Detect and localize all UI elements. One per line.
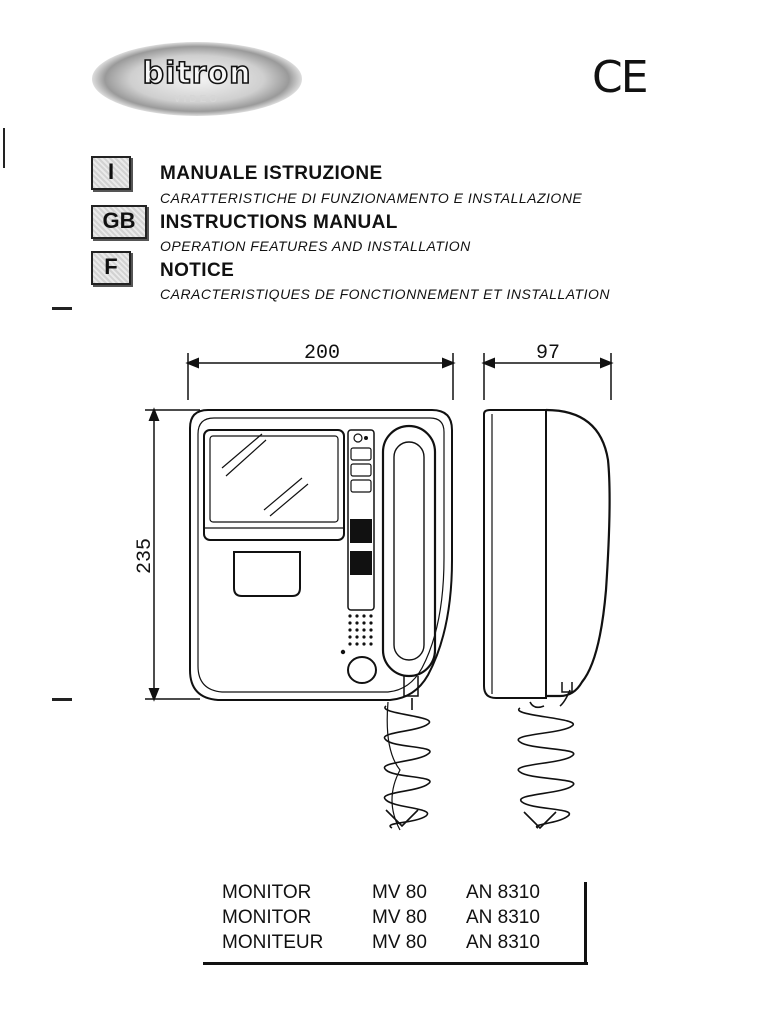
model-name: MV 80 bbox=[372, 932, 427, 953]
ce-mark: CE bbox=[592, 52, 647, 103]
margin-mark bbox=[52, 307, 72, 310]
depth-value: 97 bbox=[535, 342, 561, 365]
model-type: MONITOR bbox=[222, 882, 312, 903]
model-code: AN 8310 bbox=[466, 907, 540, 928]
lang-badge-fr: F bbox=[91, 251, 131, 285]
front-coiled-cord bbox=[384, 698, 430, 830]
model-type: MONITEUR bbox=[222, 932, 324, 953]
front-view bbox=[190, 410, 452, 700]
lang-badge-it: I bbox=[91, 156, 131, 190]
lang-subtitle-it: CARATTERISTICHE DI FUNZIONAMENTO E INSTALLAZIONE bbox=[160, 190, 583, 206]
side-coiled-cord bbox=[518, 690, 573, 828]
lang-title-gb: INSTRUCTIONS MANUAL bbox=[160, 212, 398, 233]
lang-title-it: MANUALE ISTRUZIONE bbox=[160, 163, 383, 184]
model-name: MV 80 bbox=[372, 882, 427, 903]
lang-subtitle-gb: OPERATION FEATURES AND INSTALLATION bbox=[160, 238, 471, 254]
margin-mark bbox=[3, 128, 5, 168]
width-dimension bbox=[188, 342, 453, 400]
height-value: 235 bbox=[134, 537, 157, 575]
monitor-technical-drawing bbox=[0, 330, 768, 850]
model-name: MV 80 bbox=[372, 907, 427, 928]
speaker-grille bbox=[341, 614, 373, 654]
width-value: 200 bbox=[303, 342, 341, 365]
depth-dimension bbox=[484, 342, 611, 400]
lang-title-fr: NOTICE bbox=[160, 260, 235, 281]
table-border-bottom bbox=[203, 962, 588, 965]
side-view bbox=[484, 410, 610, 698]
lang-badge-gb: GB bbox=[91, 205, 147, 239]
bitron-logo bbox=[92, 42, 302, 116]
logo-wordmark: bitron bbox=[142, 56, 252, 91]
table-border-right bbox=[584, 882, 587, 964]
model-type: MONITOR bbox=[222, 907, 312, 928]
lang-subtitle-fr: CARACTERISTIQUES DE FONCTIONNEMENT ET INSTALLATION bbox=[160, 286, 610, 302]
logo-subtext: VIDEO bbox=[173, 94, 221, 105]
model-code: AN 8310 bbox=[466, 882, 540, 903]
model-code: AN 8310 bbox=[466, 932, 540, 953]
